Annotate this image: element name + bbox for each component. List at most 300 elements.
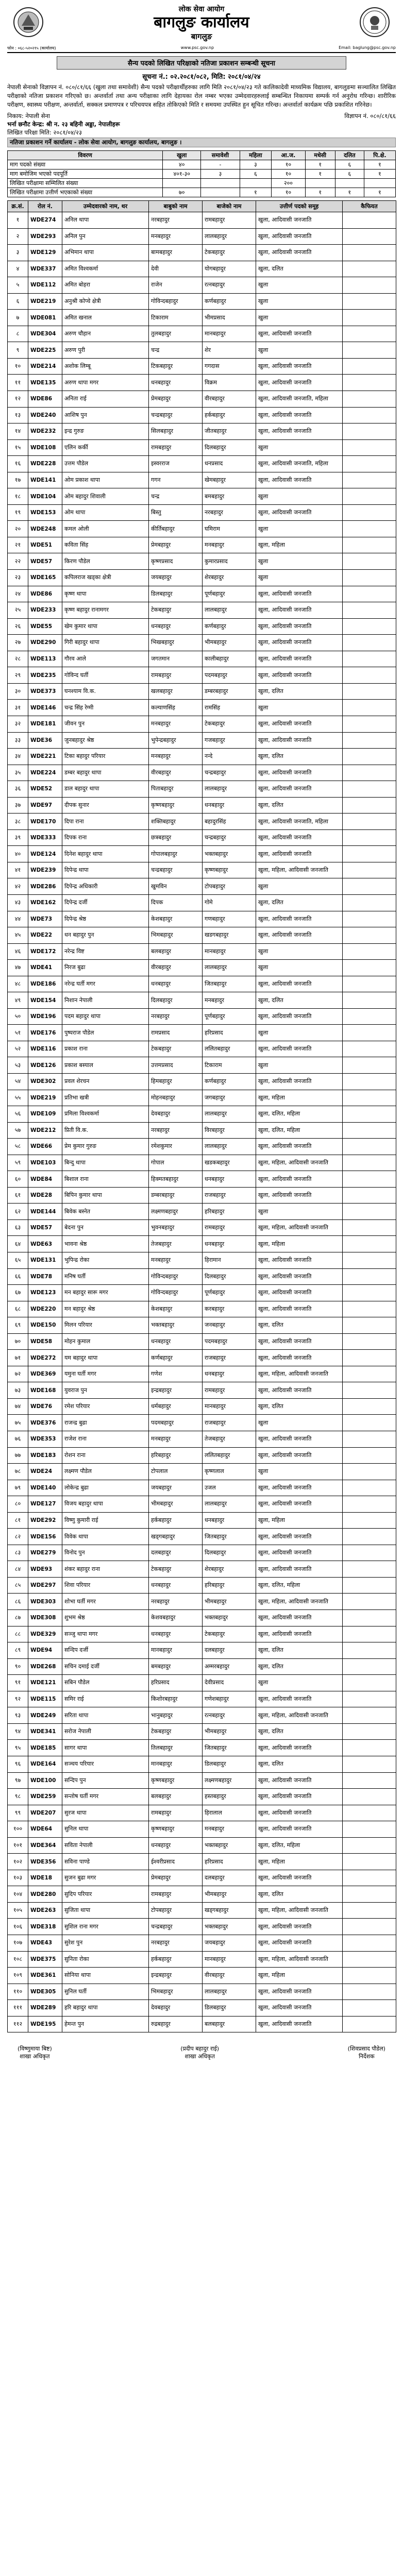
roll-number-cell: WDE185 <box>28 1740 62 1756</box>
passed-group-cell: खुला <box>256 570 343 586</box>
remarks-cell <box>343 1561 396 1578</box>
quota-cell: ६ <box>335 160 364 170</box>
table-row <box>8 781 396 798</box>
results-header-row <box>8 201 396 212</box>
serial-cell: ७२ <box>8 1366 28 1382</box>
candidate-name-cell: ओम थापा <box>62 504 149 521</box>
candidate-name-cell: गोविन्द घर्ती <box>62 667 149 684</box>
candidate-name-cell: शोभा घर्ती मगर <box>62 1594 149 1610</box>
passed-group-cell: खुला, आदिवासी जनजाति <box>256 1561 343 1578</box>
roll-number-cell: WDE302 <box>28 1073 62 1090</box>
serial-cell: ३५ <box>8 765 28 781</box>
father-name-cell: मोहनबहादुर <box>149 1090 203 1106</box>
passed-group-cell: खुला <box>256 310 343 326</box>
grandfather-name-cell: खडगबहादुर <box>203 927 256 944</box>
passed-group-cell: खुला, आदिवासी जनजाति <box>256 927 343 944</box>
grandfather-name-cell: टेकबहादुर <box>203 716 256 732</box>
father-name-cell: देवबहादुर <box>149 2000 203 2016</box>
serial-cell: ६३ <box>8 1219 28 1236</box>
roll-number-cell: WDE126 <box>28 1057 62 1074</box>
grandfather-name-cell: धनबहादुर <box>203 1512 256 1529</box>
grandfather-name-cell: गजबहादुर <box>203 732 256 749</box>
remarks-cell <box>343 1204 396 1220</box>
grandfather-name-cell: योगबहादुर <box>203 261 256 277</box>
remarks-cell <box>343 635 396 651</box>
roll-number-cell: WDE318 <box>28 1919 62 1935</box>
serial-cell: ७८ <box>8 1464 28 1480</box>
quota-header-cell: आ.ज. <box>272 151 305 160</box>
grandfather-name-cell: उजल <box>203 1480 256 1496</box>
remarks-cell <box>343 472 396 488</box>
remarks-cell <box>343 1057 396 1074</box>
quota-cell: ४० <box>163 160 201 170</box>
table-row <box>8 1139 396 1155</box>
grandfather-name-cell: बमबहादुर <box>203 488 256 505</box>
serial-cell: ४९ <box>8 992 28 1009</box>
remarks-cell <box>343 1512 396 1529</box>
remarks-cell <box>343 976 396 992</box>
results-header-cell: उत्तीर्ण पदको समूह <box>256 201 343 212</box>
passed-group-cell: खुला, आदिवासी जनजाति <box>256 1821 343 1838</box>
passed-group-cell: खुला, दलित <box>256 683 343 700</box>
passed-group-cell: खुला, आदिवासी जनजाति <box>256 635 343 651</box>
grandfather-name-cell: मनबहादुर <box>203 1821 256 1838</box>
table-row <box>8 716 396 732</box>
passed-group-cell: खुला, आदिवासी जनजाति <box>256 1805 343 1821</box>
serial-cell: २३ <box>8 570 28 586</box>
roll-number-cell: WDE364 <box>28 1837 62 1854</box>
roll-number-cell: WDE52 <box>28 781 62 798</box>
quota-cell: १० <box>272 188 305 197</box>
remarks-cell <box>343 1447 396 1464</box>
grandfather-name-cell: टोपबहादुर <box>203 878 256 895</box>
remarks-cell <box>343 797 396 814</box>
remarks-cell <box>343 716 396 732</box>
candidate-name-cell: एलिन कर्की <box>62 439 149 456</box>
website-link[interactable]: www.psc.gov.np <box>180 45 214 50</box>
candidate-name-cell: भुपिन्द्र रोका <box>62 1252 149 1269</box>
passed-group-cell: खुला, आदिवासी जनजाति <box>256 1691 343 1707</box>
serial-cell: ५५ <box>8 1090 28 1106</box>
father-name-cell: राजेन <box>149 277 203 294</box>
serial-cell: १११ <box>8 2000 28 2016</box>
table-row <box>8 1902 396 1919</box>
candidate-name-cell: कपिलराज खड्का क्षेत्री <box>62 570 149 586</box>
candidate-name-cell: उत्तम पौडेल <box>62 456 149 472</box>
serial-cell: ३६ <box>8 781 28 798</box>
serial-cell: २४ <box>8 586 28 602</box>
remarks-cell <box>343 1610 396 1626</box>
candidate-name-cell: अरुण चौहान <box>62 326 149 342</box>
roll-number-cell: WDE41 <box>28 960 62 976</box>
remarks-cell <box>343 1333 396 1350</box>
roll-number-cell: WDE369 <box>28 1366 62 1382</box>
roll-number-cell: WDE308 <box>28 1610 62 1626</box>
remarks-cell <box>343 781 396 798</box>
candidate-name-cell: कृष्ण बहादुर रानामगर <box>62 602 149 619</box>
quota-header-cell: पि.क्षे. <box>364 151 395 160</box>
quota-cell: १० <box>272 170 305 179</box>
passed-group-cell: खुला, महिला, आदिवासी जनजाति <box>256 1951 343 1968</box>
roll-number-cell: WDE51 <box>28 537 62 553</box>
father-name-cell: टेकबहादुर <box>149 1041 203 1057</box>
quota-cell: ७० <box>163 188 201 197</box>
roll-number-cell: WDE233 <box>28 602 62 619</box>
candidate-name-cell: इन्द्र गुरुङ <box>62 423 149 440</box>
candidate-name-cell: प्रतिभा खत्री <box>62 1090 149 1106</box>
serial-cell: ३१ <box>8 700 28 716</box>
table-row <box>8 1447 396 1464</box>
adv-number: विज्ञापन नं. ०८०/८१/६६ <box>344 112 396 120</box>
roll-number-cell: WDE86 <box>28 586 62 602</box>
candidate-name-cell: नरेन्द्र घर्ती मगर <box>62 976 149 992</box>
serial-cell: १४ <box>8 423 28 440</box>
passed-group-cell: खुला, आदिवासी जनजाति, महिला <box>256 391 343 408</box>
org-place: बागलुङ <box>191 32 212 41</box>
roll-number-cell: WDE123 <box>28 1285 62 1301</box>
table-row <box>8 1545 396 1561</box>
candidate-name-cell: धन बहादुर पुन <box>62 927 149 944</box>
candidate-name-cell: सागर थापा <box>62 1740 149 1756</box>
roll-number-cell: WDE97 <box>28 797 62 814</box>
passed-group-cell: खुला, दलित, महिला <box>256 1837 343 1854</box>
remarks-cell <box>343 407 396 423</box>
selection-center: भर्ना छनौट केन्द्र: श्री न. २३ बहिनी अड्डा, नेपालीहरू <box>7 121 120 128</box>
table-row <box>8 667 396 684</box>
roll-number-cell: WDE153 <box>28 504 62 521</box>
table-row <box>8 1496 396 1513</box>
table-row <box>8 862 396 878</box>
quota-cell: १ <box>364 160 395 170</box>
father-name-cell: भिमबहादुर <box>149 1984 203 2000</box>
remarks-cell <box>343 1740 396 1756</box>
passed-group-cell: खुला, आदिवासी जनजाति <box>256 1610 343 1626</box>
father-name-cell: तिलबहादुर <box>149 1740 203 1756</box>
quota-cell <box>305 179 335 188</box>
serial-cell: १९ <box>8 504 28 521</box>
remarks-cell <box>343 1821 396 1838</box>
table-row <box>8 1772 396 1789</box>
roll-number-cell: WDE36 <box>28 732 62 749</box>
grandfather-name-cell: पूर्णबहादुर <box>203 586 256 602</box>
signatory: (प्रदीप बहादुर राई) शाखा अधिकृत <box>180 2045 220 2060</box>
roll-number-cell: WDE207 <box>28 1805 62 1821</box>
passed-group-cell: खुला, आदिवासी जनजाति <box>256 1268 343 1285</box>
serial-cell: ५३ <box>8 1057 28 1074</box>
candidate-name-cell: नरेन्द्र विष्ट <box>62 943 149 960</box>
grandfather-name-cell: लालबहादुर <box>203 1496 256 1513</box>
candidate-name-cell: लोकेन्द्र बुढा <box>62 1480 149 1496</box>
passed-group-cell: खुला, आदिवासी जनजाति <box>256 911 343 927</box>
remarks-cell <box>343 667 396 684</box>
roll-number-cell: WDE76 <box>28 1398 62 1415</box>
serial-cell: ११० <box>8 1984 28 2000</box>
table-row <box>8 1252 396 1269</box>
serial-cell: ४८ <box>8 976 28 992</box>
meta-row <box>7 112 396 120</box>
grandfather-name-cell: विक्रम <box>203 375 256 391</box>
roll-number-cell: WDE214 <box>28 358 62 375</box>
serial-cell: ६७ <box>8 1285 28 1301</box>
serial-cell: ९७ <box>8 1772 28 1789</box>
candidate-name-cell: प्रिती वि.क. <box>62 1122 149 1139</box>
passed-group-cell: खुला, आदिवासी जनजाति <box>256 1333 343 1350</box>
roll-number-cell: WDE259 <box>28 1789 62 1805</box>
grandfather-name-cell: जितबहादुर <box>203 1740 256 1756</box>
passed-group-cell: खुला, दलित <box>256 749 343 765</box>
signature-block <box>7 2045 396 2060</box>
roll-number-cell: WDE94 <box>28 1642 62 1659</box>
quota-cell: १ <box>305 188 335 197</box>
father-name-cell: सिलबहादुर <box>149 423 203 440</box>
father-name-cell: बिस्तु <box>149 504 203 521</box>
remarks-cell <box>343 586 396 602</box>
table-row <box>8 927 396 944</box>
remarks-cell <box>343 1090 396 1106</box>
grandfather-name-cell: कृष्णबहादुर <box>203 862 256 878</box>
candidate-name-cell: ओम प्रकाश थापा <box>62 472 149 488</box>
father-name-cell: टिकबहादुर <box>149 358 203 375</box>
passed-group-cell: खुला, आदिवासी जनजाति <box>256 358 343 375</box>
roll-number-cell: WDE116 <box>28 1041 62 1057</box>
father-name-cell: गोपालबहादुर <box>149 846 203 862</box>
remarks-cell <box>343 1106 396 1123</box>
remarks-cell <box>343 342 396 359</box>
remarks-cell <box>343 1707 396 1724</box>
passed-group-cell: खुला, दलित <box>256 1398 343 1415</box>
serial-cell: ४७ <box>8 960 28 976</box>
quota-cell <box>201 179 240 188</box>
candidate-name-cell: दिपा राना <box>62 814 149 830</box>
quota-header-cell: दलित <box>335 151 364 160</box>
serial-cell: २१ <box>8 537 28 553</box>
table-row <box>8 651 396 667</box>
passed-group-cell: खुला, आदिवासी जनजाति <box>256 976 343 992</box>
serial-cell: ९८ <box>8 1789 28 1805</box>
passed-group-cell: खुला <box>256 1675 343 1691</box>
grandfather-name-cell: चन्द्रबहादुर <box>203 829 256 846</box>
remarks-cell <box>343 1041 396 1057</box>
quota-cell: ६ <box>240 170 272 179</box>
table-row <box>8 1268 396 1285</box>
passed-group-cell: खुला, दलित, महिला <box>256 1106 343 1123</box>
roll-number-cell: WDE303 <box>28 1594 62 1610</box>
results-header-cell: कैफियत <box>343 201 396 212</box>
grandfather-name-cell: गगदास <box>203 358 256 375</box>
serial-cell: ७ <box>8 310 28 326</box>
serial-cell: ३० <box>8 683 28 700</box>
candidate-name-cell: प्रेम कुमार गुरुङ <box>62 1139 149 1155</box>
father-name-cell: गोविन्दबहादुर <box>149 1285 203 1301</box>
roll-number-cell: WDE376 <box>28 1415 62 1431</box>
serial-cell: ८४ <box>8 1561 28 1578</box>
passed-group-cell: खुला, आदिवासी जनजाति, महिला <box>256 456 343 472</box>
table-row <box>8 1041 396 1057</box>
serial-cell: ११२ <box>8 2016 28 2032</box>
table-row <box>8 456 396 472</box>
email-text: Email: baglung@psc.gov.np <box>339 45 396 50</box>
table-row <box>8 1658 396 1675</box>
father-name-cell: वीरबहादुर <box>149 960 203 976</box>
remarks-cell <box>343 553 396 570</box>
father-name-cell: चन्द्रबहादुर <box>149 1919 203 1935</box>
remarks-cell <box>343 1496 396 1513</box>
passed-group-cell: खुला <box>256 553 343 570</box>
table-row <box>8 553 396 570</box>
remarks-cell <box>343 894 396 911</box>
nepal-emblem-icon <box>12 6 44 38</box>
remarks-cell <box>343 1122 396 1139</box>
serial-cell: १२ <box>8 391 28 408</box>
remarks-cell <box>343 375 396 391</box>
serial-cell: १ <box>8 212 28 229</box>
father-name-cell: नरबहादुर <box>149 1594 203 1610</box>
table-row <box>8 602 396 619</box>
roll-number-cell: WDE235 <box>28 667 62 684</box>
candidate-name-cell: बेदना पुन <box>62 1219 149 1236</box>
father-name-cell: रामप्रसाद <box>149 1025 203 1041</box>
table-row <box>8 504 396 521</box>
table-row <box>8 439 396 456</box>
serial-cell: ८७ <box>8 1610 28 1626</box>
roll-number-cell: WDE113 <box>28 651 62 667</box>
roll-number-cell: WDE156 <box>28 1529 62 1545</box>
roll-number-cell: WDE140 <box>28 1480 62 1496</box>
table-row <box>8 749 396 765</box>
father-name-cell: उत्तमप्रसाद <box>149 1057 203 1074</box>
passed-group-cell: खुला <box>256 521 343 537</box>
roll-number-cell: WDE337 <box>28 261 62 277</box>
table-row <box>8 1236 396 1252</box>
roll-number-cell: WDE219 <box>28 293 62 310</box>
grandfather-name-cell: रामबहादुर <box>203 212 256 229</box>
table-row <box>8 1431 396 1448</box>
quota-cell: ३ <box>240 160 272 170</box>
roll-number-cell: WDE195 <box>28 2016 62 2032</box>
father-name-cell: कीर्तिबहादुर <box>149 521 203 537</box>
roll-number-cell: WDE263 <box>28 1902 62 1919</box>
remarks-cell <box>343 504 396 521</box>
passed-group-cell: खुला, महिला <box>256 1512 343 1529</box>
table-row <box>8 1805 396 1821</box>
candidate-name-cell: अनुश्री कोप्चे क्षेत्री <box>62 293 149 310</box>
serial-cell: ६८ <box>8 1301 28 1317</box>
grandfather-name-cell: मानबहादुर <box>203 1951 256 1968</box>
candidate-name-cell: मनिष घर्ती <box>62 1268 149 1285</box>
intro-paragraph: नेपाली सेनाको विज्ञापन नं. ०८०/८१/६६ (खुला तथा समावेशी) सैन्य पदको परीक्षार्थीहरुका लागि मिति २०८१/०४/२३ गते कालिकादेवी माध्यमिक विद्यालय, बागलुङमा सञ्चालित लिखित परीक्षाको नतिजा प्रकाशन गरिएको छ। अन्तर्वार्ता तथा अन्य परीक्षाका लागि देहायका रोल नम्बर भएका उम्मेदवारहरुलाई सम्बन्धित निकायमा सम्पर्क गर्न अनुरोध गरिन्छ। शारीरिक परीक्षण, स्वास्थ्य परीक्षण, अन्तर्वार्ता, सक्कल प्रमाणपत्र र परिचयपत्र सहित तोकिएको मिति र समयमा उपस्थित हुन सूचित गरिन्छ। अन्तर्वार्ता कार्यक्रम पछि प्रकाशित गरिनेछ। <box>7 83 396 108</box>
grandfather-name-cell: कृष्णलाल <box>203 1464 256 1480</box>
candidate-name-cell: सुनिता रोका <box>62 1951 149 1968</box>
roll-number-cell: WDE225 <box>28 342 62 359</box>
roll-number-cell: WDE333 <box>28 829 62 846</box>
grandfather-name-cell: बहादुरसिंह <box>203 814 256 830</box>
remarks-cell <box>343 537 396 553</box>
serial-cell: ७५ <box>8 1415 28 1431</box>
roll-number-cell: WDE196 <box>28 1008 62 1025</box>
roll-number-cell: WDE293 <box>28 228 62 245</box>
father-name-cell: कर्णबहादुर <box>149 1350 203 1366</box>
grandfather-name-cell: ललितबहादुर <box>203 1447 256 1464</box>
father-name-cell: चन्द्र <box>149 488 203 505</box>
father-name-cell: टिकाराम <box>149 310 203 326</box>
table-row <box>8 1707 396 1724</box>
serial-cell: ७४ <box>8 1398 28 1415</box>
passed-group-cell: खुला, आदिवासी जनजाति <box>256 1447 343 1464</box>
remarks-cell <box>343 439 396 456</box>
father-name-cell: चन्द्र <box>149 342 203 359</box>
table-row <box>8 1090 396 1106</box>
remarks-cell <box>343 1805 396 1821</box>
candidate-name-cell: कमल ओली <box>62 521 149 537</box>
candidate-name-cell: अमित विश्वकर्मा <box>62 261 149 277</box>
quota-cell <box>163 179 201 188</box>
roll-number-cell: WDE165 <box>28 570 62 586</box>
table-row <box>8 1415 396 1431</box>
roll-number-cell: WDE361 <box>28 1968 62 1984</box>
serial-cell: ५९ <box>8 1155 28 1171</box>
candidate-name-cell: सन्तोष घर्ती मगर <box>62 1789 149 1805</box>
passed-group-cell: खुला, आदिवासी जनजाति <box>256 2000 343 2016</box>
father-name-cell: रुद्रबहादुर <box>149 2016 203 2032</box>
grandfather-name-cell: मनबहादुर <box>203 992 256 1009</box>
table-row <box>8 358 396 375</box>
father-name-cell: दिलबहादुर <box>149 992 203 1009</box>
roll-number-cell: WDE131 <box>28 1252 62 1269</box>
quota-cell: १ <box>305 170 335 179</box>
father-name-cell: कल्याणसिंह <box>149 700 203 716</box>
candidate-name-cell: निरज बुढा <box>62 960 149 976</box>
candidate-name-cell: विवेक थापा <box>62 1529 149 1545</box>
passed-group-cell: खुला, आदिवासी जनजाति <box>256 212 343 229</box>
serial-cell: ६० <box>8 1171 28 1188</box>
passed-group-cell: खुला, आदिवासी जनजाति <box>256 651 343 667</box>
table-row <box>8 1610 396 1626</box>
table-row <box>8 1480 396 1496</box>
remarks-cell <box>343 651 396 667</box>
serial-cell: २५ <box>8 602 28 619</box>
grandfather-name-cell: धनबहादुर <box>203 1236 256 1252</box>
table-row <box>8 1642 396 1659</box>
roll-number-cell: WDE280 <box>28 1886 62 1903</box>
grandfather-name-cell: गणबहादुर <box>203 911 256 927</box>
roll-number-cell: WDE73 <box>28 911 62 927</box>
grandfather-name-cell: भक्तबहादुर <box>203 1837 256 1854</box>
candidate-name-cell: सुदिप परियार <box>62 1886 149 1903</box>
candidate-name-cell: रोशन राना <box>62 1447 149 1464</box>
grandfather-name-cell: करबहादुर <box>203 1301 256 1317</box>
passed-group-cell: खुला, दलित <box>256 992 343 1009</box>
quota-header-row <box>8 151 396 160</box>
father-name-cell: रामबहादुर <box>149 439 203 456</box>
father-name-cell: कृष्णबहादुर <box>149 1772 203 1789</box>
roll-number-cell: WDE224 <box>28 765 62 781</box>
publishing-office-stripe: नतिजा प्रकाशन गर्ने कार्यालय - लोक सेवा आयोग, बागलुङ कार्यालय, बागलुङ । <box>7 138 396 147</box>
roll-number-cell: WDE181 <box>28 716 62 732</box>
grandfather-name-cell: टिकाराम <box>203 1057 256 1074</box>
serial-cell: ४० <box>8 846 28 862</box>
candidate-name-cell: बिवेक बस्नेत <box>62 1204 149 1220</box>
serial-cell: ३८ <box>8 814 28 830</box>
grandfather-name-cell: रामबहादुर <box>203 1382 256 1399</box>
grandfather-name-cell: जयबहादुर <box>203 1935 256 1951</box>
father-name-cell: बलबहादुर <box>149 943 203 960</box>
father-name-cell: प्रेमबहादुर <box>149 1870 203 1886</box>
roll-number-cell: WDE109 <box>28 1106 62 1123</box>
serial-cell: ५० <box>8 1008 28 1025</box>
grandfather-name-cell: दिलबहादुर <box>203 1268 256 1285</box>
candidate-name-cell: मन बहादुर सारू मगर <box>62 1285 149 1301</box>
passed-group-cell: खुला, आदिवासी जनजाति <box>256 1008 343 1025</box>
